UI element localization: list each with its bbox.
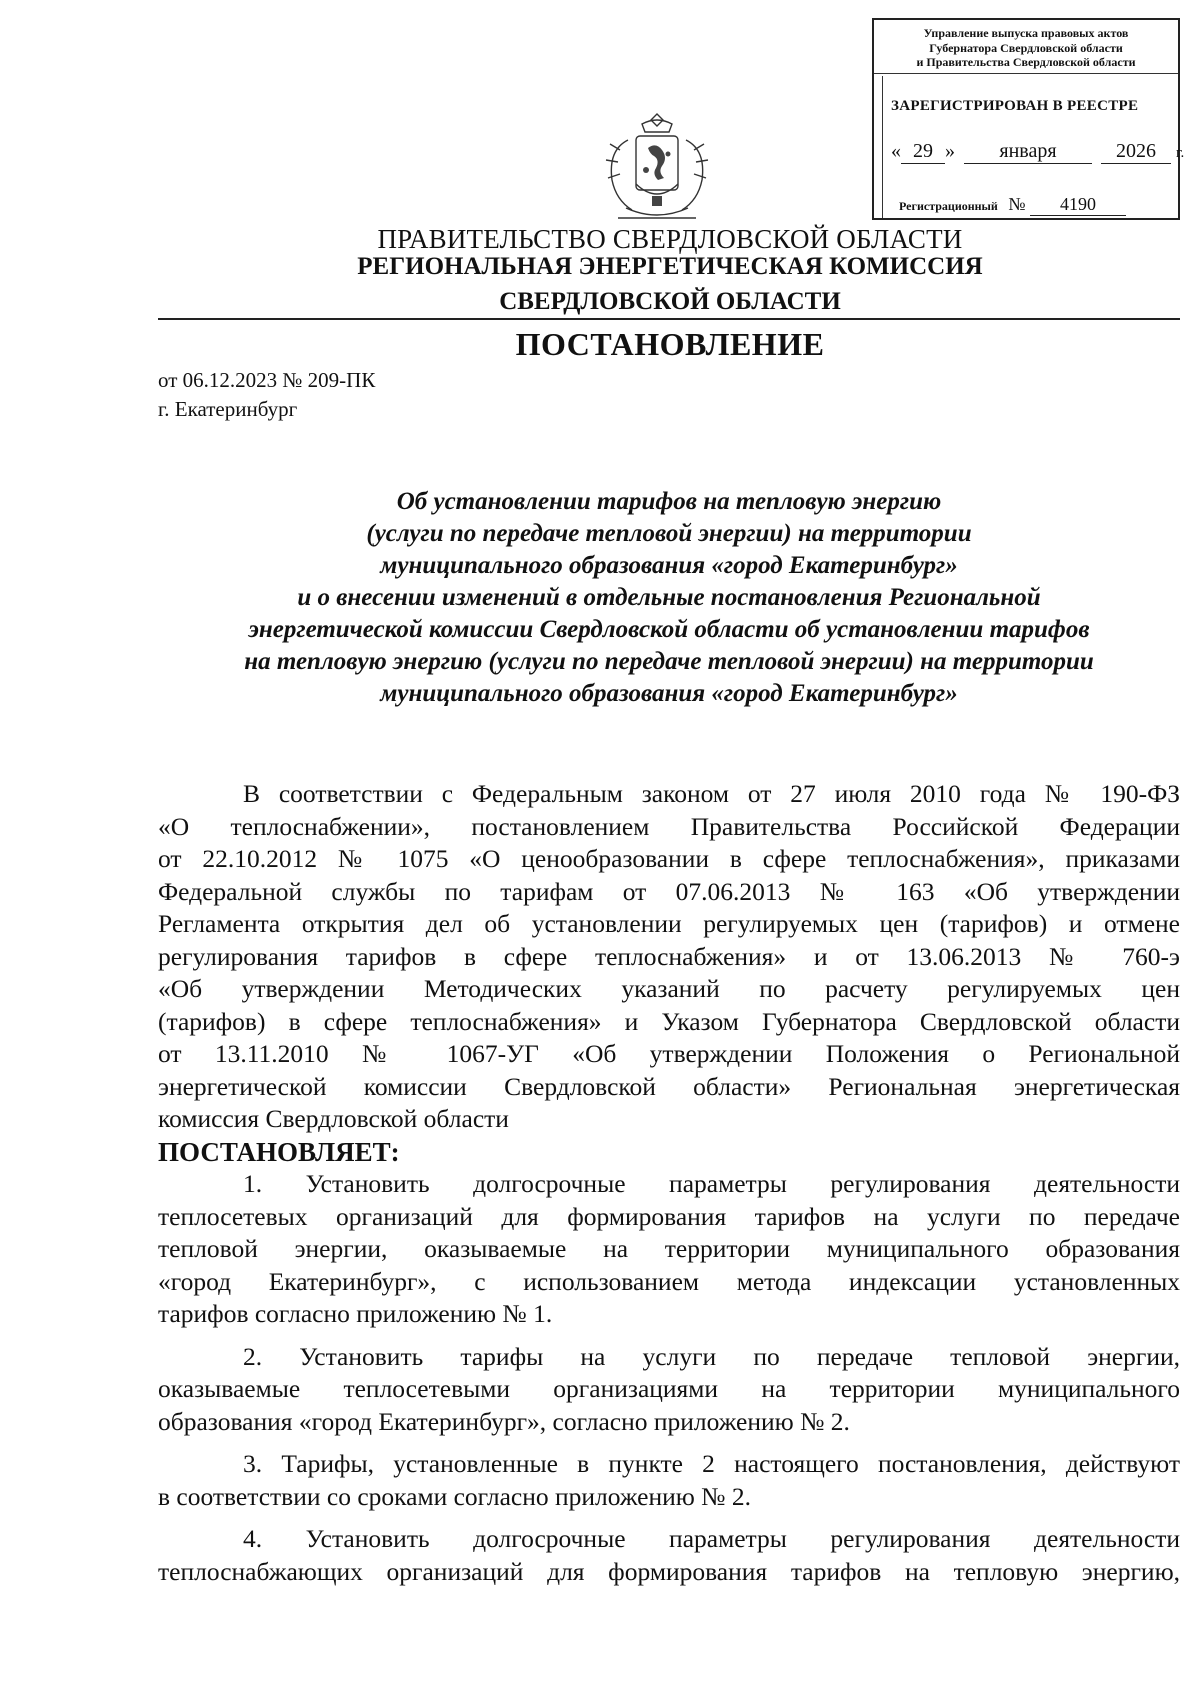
body-line: «город Екатеринбург», с использованием метода индексации установленных (158, 1266, 1180, 1296)
body-line: от 13.11.2010 № 1067-УГ «Об утверждении Положения о Региональной (158, 1039, 1180, 1068)
document-type: ПОСТАНОВЛЕНИЕ (515, 326, 825, 362)
body-line: от 22.10.2012 № 1075 «О ценообразовании в сфере теплоснабжения», приказами (158, 844, 1180, 873)
body-line: оказываемые теплосетевыми организациями на территории муниципального (158, 1374, 1180, 1403)
body-line: «О теплоснабжении», постановлением Правительства Российской Федерации (158, 811, 1180, 841)
government-name: ПРАВИТЕЛЬСТВО СВЕРДЛОВСКОЙ ОБЛАСТИ (377, 224, 963, 254)
stamp-reg-number: 4190 (1030, 194, 1126, 216)
resolves-heading: ПОСТАНОВЛЯЕТ: (158, 1136, 400, 1167)
body-line: теплосетевых организаций для формирования тарифов на услуги по передаче (158, 1201, 1180, 1231)
document-city: г. Екатеринбург (158, 397, 298, 421)
stamp-date (891, 140, 1184, 164)
body-line: 4. Установить долгосрочные параметры регулирования деятельности (243, 1524, 1180, 1553)
body-line: комиссия Свердловской области (158, 1104, 509, 1133)
title-line: энергетической комиссии Свердловской области об установлении тарифов (248, 616, 1090, 643)
commission-name-line1: РЕГИОНАЛЬНАЯ ЭНЕРГЕТИЧЕСКАЯ КОМИССИЯ (357, 253, 983, 280)
stamp-month: января (964, 140, 1092, 164)
stamp-header-line: Управление выпуска правовых актов (923, 26, 1129, 40)
body-line: 3. Тарифы, установленные в пункте 2 настоящего постановления, действуют (243, 1449, 1180, 1478)
stamp-reg-number-row (899, 194, 1126, 216)
body-line: 1. Установить долгосрочные параметры регулирования деятельности (243, 1169, 1180, 1198)
stamp-year: 2026 (1101, 140, 1171, 164)
body-line: (тарифов) в сфере теплоснабжения» и Указом Губернатора Свердловской области (158, 1006, 1180, 1036)
body-line: 2. Установить тарифы на услуги по передаче тепловой энергии, (243, 1341, 1180, 1371)
stamp-registered-label: ЗАРЕГИСТРИРОВАН В РЕЕСТРЕ (891, 98, 1139, 114)
title-line: Об установлении тарифов на тепловую энергию (396, 488, 942, 515)
stamp-header-line: и Правительства Свердловской области (916, 55, 1136, 69)
title-line: (услуги по передаче тепловой энергии) на территории (366, 520, 972, 547)
item-3-paragraph (158, 1448, 1180, 1513)
coat-of-arms-emblem (598, 110, 716, 224)
item-2-paragraph (158, 1341, 1180, 1439)
document-body (158, 778, 1180, 1588)
stamp-reg-label: Регистрационный (899, 199, 998, 213)
item-4-paragraph (158, 1523, 1180, 1588)
stamp-num-sign: № (1008, 194, 1026, 214)
title-line: муниципального образования «город Екатеринбург» (380, 680, 958, 707)
stamp-header-line: Губернатора Свердловской области (929, 40, 1123, 55)
document-title (158, 486, 1180, 710)
registration-stamp (872, 18, 1185, 220)
body-line: Регламента открытия дел об установлении регулируемых цен (тарифов) и отмене (158, 909, 1180, 938)
document-date-number: от 06.12.2023 № 209-ПК (158, 368, 376, 392)
title-line: на тепловую энергию (услуги по передаче тепловой энергии) на территории (244, 648, 1094, 675)
stamp-body (882, 76, 1185, 218)
title-line: муниципального образования «город Екатеринбург» (380, 552, 958, 579)
body-line: В соответствии с Федеральным законом от 27 июля 2010 года № 190-ФЗ (243, 779, 1180, 808)
preamble-paragraph (158, 778, 1180, 1136)
title-line: и о внесении изменений в отдельные постановления Региональной (297, 584, 1041, 611)
stamp-year-suffix: г. (1176, 145, 1185, 161)
item-1-paragraph (158, 1168, 1180, 1331)
body-line: в соответствии со сроками согласно приложению № 2. (158, 1481, 752, 1511)
body-line: «Об утверждении Методических указаний по расчету регулируемых цен (158, 974, 1180, 1003)
stamp-day: 29 (901, 140, 945, 164)
header-divider (158, 318, 1180, 320)
stamp-date-open-quote: « (891, 140, 901, 162)
commission-name-line2: СВЕРДЛОВСКОЙ ОБЛАСТИ (499, 288, 841, 315)
stamp-header (874, 20, 1178, 74)
body-line: регулирования тарифов в сфере теплоснабжения» и от 13.06.2013 № 760-э (158, 941, 1180, 971)
body-line: тарифов согласно приложению № 1. (158, 1299, 553, 1328)
stamp-date-close-quote: » (945, 140, 955, 162)
body-line: Федеральной службы по тарифам от 07.06.2013 № 163 «Об утверждении (158, 876, 1180, 906)
body-line: образования «город Екатеринбург», согласно приложению № 2. (158, 1406, 850, 1436)
body-line: энергетической комиссии Свердловской области» Региональная энергетическая (158, 1071, 1180, 1101)
body-line: тепловой энергии, оказываемые на территории муниципального образования (158, 1234, 1180, 1263)
body-line: теплоснабжающих организаций для формирования тарифов на тепловую энергию, (158, 1556, 1180, 1586)
